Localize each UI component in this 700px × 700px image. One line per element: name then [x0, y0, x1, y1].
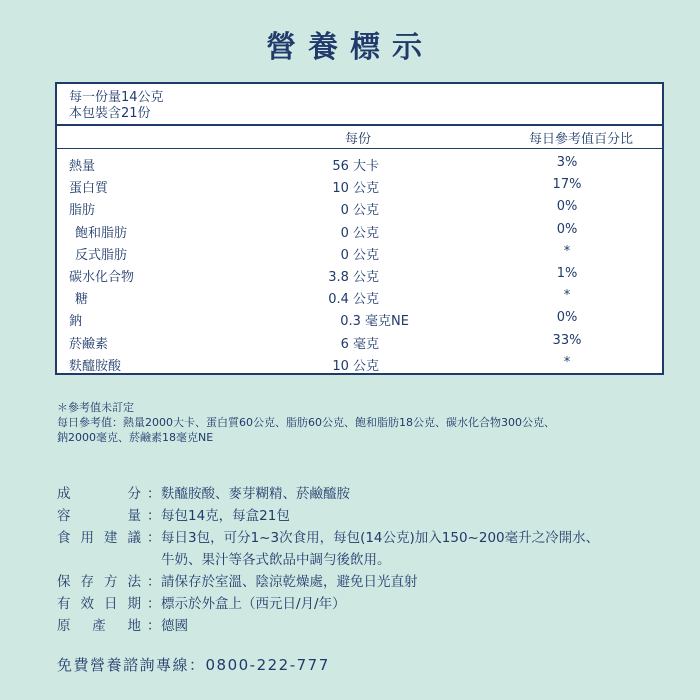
nutrient-amount: 6 毫克: [340, 336, 379, 352]
nutrient-rows: [57, 153, 662, 375]
info-colon: ：: [147, 596, 161, 612]
nutrient-name: 鈉: [69, 314, 83, 330]
table-row: [57, 175, 662, 197]
nutrient-daily-value: 33%: [552, 332, 582, 348]
info-label: 原產地: [57, 618, 141, 634]
nutrient-name: 脂肪: [69, 203, 96, 219]
nutrient-daily-value: 17%: [552, 177, 582, 193]
nutrient-amount: 3.8 公克: [328, 269, 379, 285]
nutrient-amount: 10 公克: [332, 358, 379, 374]
info-value: 麩醯胺酸、麥芽糊精、菸鹼醯胺: [161, 486, 350, 502]
divider: [57, 148, 662, 149]
divider: [57, 124, 662, 126]
info-label: 保存方法: [57, 574, 141, 590]
reference-values: 每日參考值：熱量2000大卡、蛋白質60公克、脂肪60公克、飽和脂肪18公克、碳水化合物300公克、: [57, 416, 555, 429]
nutrient-name: 飽和脂肪: [75, 225, 128, 241]
table-row: [57, 220, 662, 242]
nutrient-name: 糖: [75, 292, 89, 308]
info-colon: ：: [147, 530, 161, 546]
info-value: 每日3包，可分1~3次食用，每包(14公克)加入150~200毫升之冷開水、: [161, 530, 600, 546]
nutrient-amount: 0 公克: [340, 203, 379, 219]
table-row: [57, 353, 662, 375]
info-colon: ：: [147, 618, 161, 634]
table-row: [57, 153, 662, 175]
nutrient-name: 反式脂肪: [75, 247, 128, 263]
nutrient-daily-value: 1%: [556, 265, 578, 281]
nutrient-daily-value: 0%: [556, 310, 578, 326]
nutrient-daily-value: 0%: [556, 221, 578, 237]
nutrient-amount: 0.3 毫克NE: [340, 314, 409, 330]
info-value: 德國: [161, 618, 188, 634]
nutrient-name: 蛋白質: [69, 181, 109, 197]
footnote: ＊參考值未訂定: [57, 401, 134, 414]
column-header-daily-value: 每日參考值百分比: [529, 132, 634, 147]
nutrition-facts-table: [55, 82, 664, 375]
nutrient-amount: 10 公克: [332, 181, 379, 197]
nutrient-daily-value: 3%: [556, 155, 578, 170]
info-value: 請保存於室溫、陰涼乾燥處，避免日光直射: [161, 574, 418, 590]
serving-info: [69, 90, 164, 122]
info-label: 成分: [57, 486, 141, 502]
column-header-per-serving: 每份: [345, 132, 372, 147]
table-row: [57, 308, 662, 330]
nutrient-amount: 56 大卡: [332, 159, 379, 174]
page-title: 營養標示: [266, 30, 434, 65]
info-value: 每包14克，每盒21包: [161, 508, 290, 524]
table-row: [57, 197, 662, 219]
nutrient-name: 熱量: [69, 159, 96, 174]
info-colon: ：: [147, 508, 161, 524]
info-value: 牛奶、果汁等各式飲品中調勻後飲用。: [161, 552, 391, 568]
reference-values-cont: 鈉2000毫克、菸鹼素18毫克NE: [57, 431, 214, 444]
nutrient-name: 麩醯胺酸: [69, 358, 122, 374]
nutrient-amount: 0.4 公克: [328, 292, 379, 308]
nutrient-daily-value: *: [563, 243, 571, 259]
info-value: 標示於外盒上（西元日/月/年）: [161, 596, 346, 612]
nutrient-name: 菸鹼素: [69, 336, 109, 352]
nutrient-daily-value: 0%: [556, 199, 578, 215]
hotline: 免費營養諮詢專線：0800-222-777: [57, 656, 330, 674]
info-label: 食用建議: [57, 530, 141, 546]
table-row: [57, 264, 662, 286]
nutrient-amount: 0 公克: [340, 247, 379, 263]
reference-notes: [57, 400, 555, 445]
nutrient-name: 碳水化合物: [69, 269, 135, 285]
servings-per-pack: 本包裝含21份: [69, 106, 151, 121]
table-row: [57, 242, 662, 264]
nutrient-daily-value: *: [563, 288, 571, 304]
info-colon: ：: [147, 574, 161, 590]
nutrient-amount: 0 公克: [340, 225, 379, 241]
table-row: [57, 286, 662, 308]
serving-size: 每一份量14公克: [69, 90, 164, 105]
info-colon: ：: [147, 486, 161, 502]
nutrient-daily-value: *: [563, 354, 571, 370]
table-row: [57, 331, 662, 353]
info-label: 容量: [57, 508, 141, 524]
info-label: 有效日期: [57, 596, 141, 612]
